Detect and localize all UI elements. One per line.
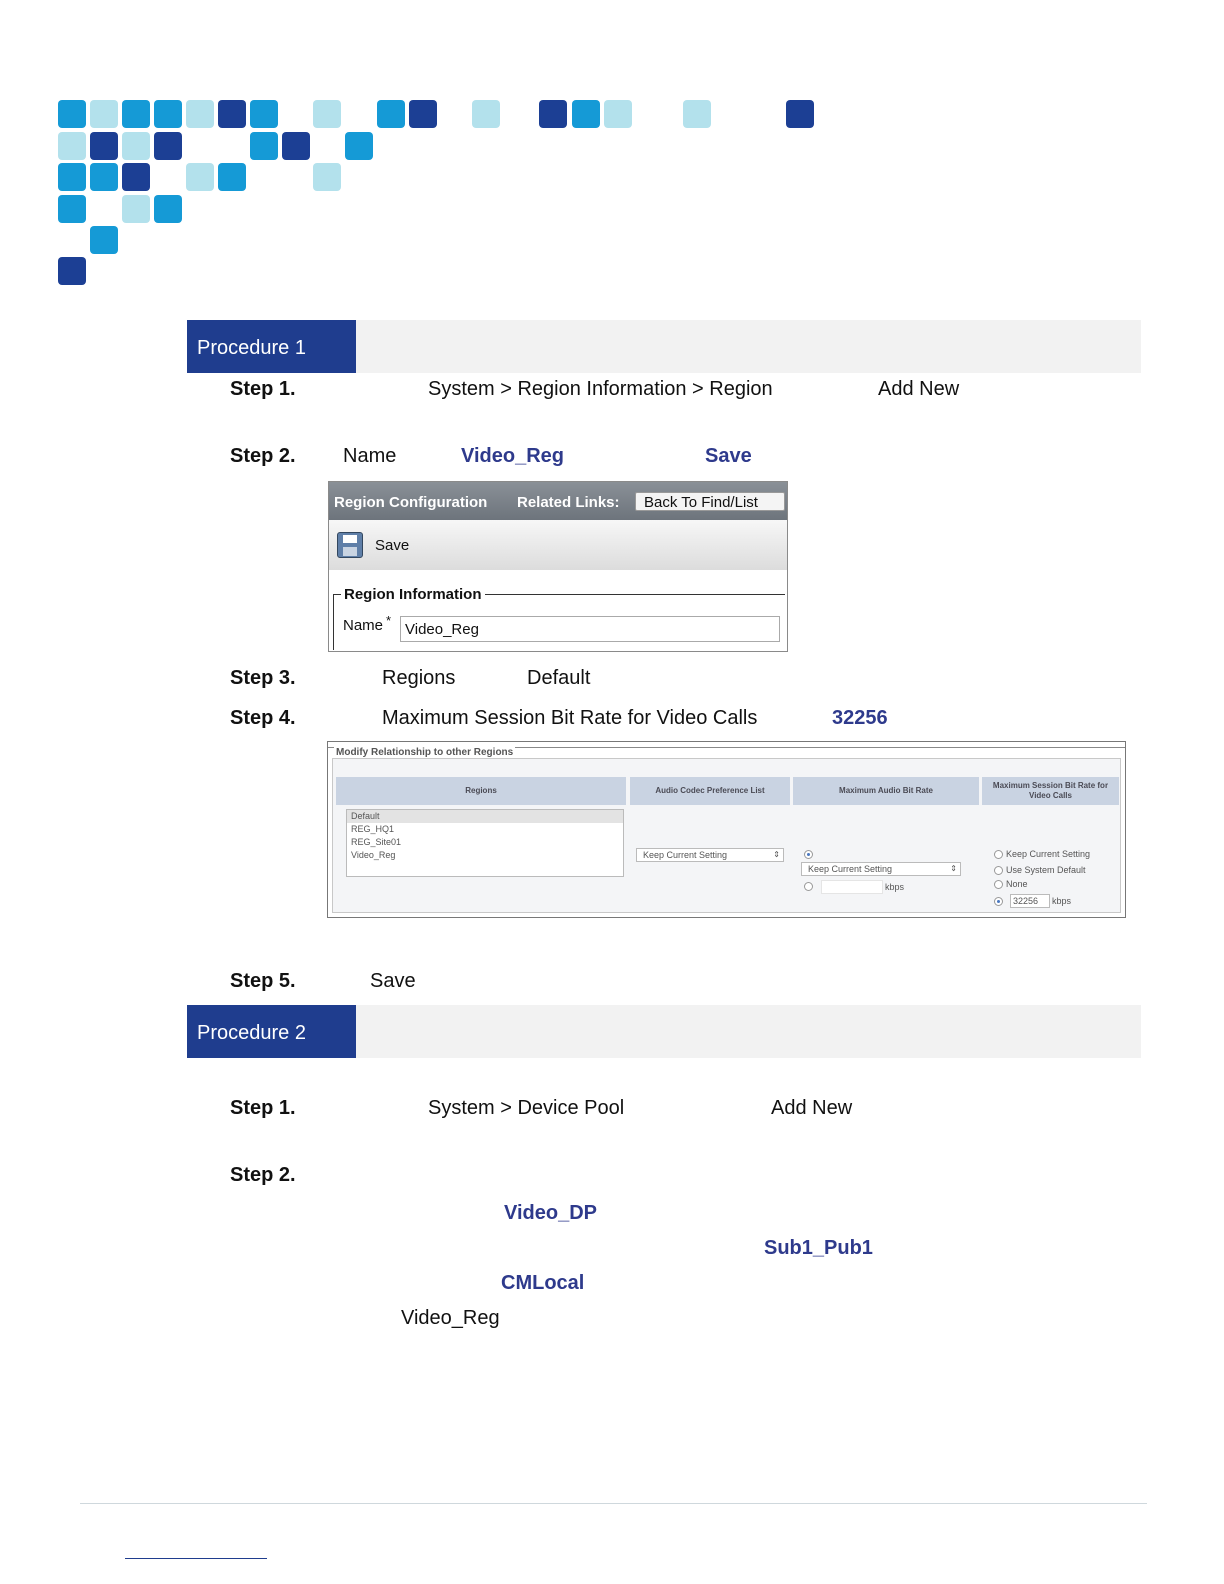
- mosaic-square: [154, 132, 182, 160]
- step-label: Step 2.: [230, 1164, 296, 1186]
- regions-text: Regions: [382, 667, 456, 689]
- mosaic-square: [377, 100, 405, 128]
- mosaic-square: [90, 132, 118, 160]
- step-label: Step 1.: [230, 1097, 296, 1119]
- mosaic-square: [313, 163, 341, 191]
- video-bitrate-column-header: Maximum Session Bit Rate for Video Calls: [982, 777, 1119, 805]
- select-arrows-icon: ⇕: [773, 850, 780, 859]
- mosaic-square: [154, 100, 182, 128]
- mosaic-square: [218, 163, 246, 191]
- back-to-find-list-button[interactable]: Back To Find/List: [635, 492, 785, 511]
- audio-bitrate-setting-radio[interactable]: [804, 850, 813, 859]
- mosaic-square: [58, 257, 86, 285]
- region-option[interactable]: REG_HQ1: [351, 824, 395, 834]
- mosaic-square: [345, 132, 373, 160]
- step-label: Step 3.: [230, 667, 296, 689]
- mosaic-square: [186, 100, 214, 128]
- region-option[interactable]: REG_Site01: [351, 837, 402, 847]
- audio-bitrate-custom-radio[interactable]: [804, 882, 813, 891]
- video-none-radio[interactable]: [994, 880, 1003, 889]
- mosaic-square: [90, 226, 118, 254]
- region-config-title: Region Configuration: [334, 494, 488, 511]
- mosaic-square: [539, 100, 567, 128]
- mosaic-square: [282, 132, 310, 160]
- procedure-2-header: [187, 1005, 1141, 1058]
- modify-relationship-screenshot: [327, 741, 1126, 918]
- video-bitrate-input[interactable]: 32256: [1010, 894, 1050, 908]
- field-name-text: Name: [343, 445, 397, 467]
- footer-divider: [80, 1503, 1147, 1504]
- region-option[interactable]: Default: [347, 810, 623, 823]
- audio-bitrate-select[interactable]: [801, 862, 961, 876]
- mosaic-square: [154, 195, 182, 223]
- region-config-header: [329, 482, 787, 520]
- video-keep-current-label: Keep Current Setting: [1006, 849, 1091, 859]
- video-none-label: None: [1006, 879, 1028, 889]
- select-arrows-icon: ⇕: [950, 864, 957, 873]
- region-configuration-screenshot: [328, 481, 788, 652]
- mosaic-square: [58, 100, 86, 128]
- mosaic-square: [122, 100, 150, 128]
- video-custom-radio[interactable]: [994, 897, 1003, 906]
- region-config-toolbar: [329, 520, 787, 570]
- default-text: Default: [527, 667, 591, 689]
- add-new-text: Add New: [878, 378, 960, 400]
- audio-codec-value: Keep Current Setting: [643, 850, 728, 860]
- menu-path: System > Region Information > Region: [428, 378, 773, 400]
- procedure-1-label: Procedure 1: [187, 320, 356, 373]
- mosaic-square: [90, 100, 118, 128]
- modify-relationship-legend: Modify Relationship to other Regions: [336, 747, 514, 758]
- mosaic-square: [122, 132, 150, 160]
- procedure-1-header: [187, 320, 1141, 373]
- region-name-value: Video_Reg: [461, 445, 564, 467]
- mosaic-square: [90, 163, 118, 191]
- save-button[interactable]: Save: [375, 537, 410, 554]
- regions-column-header: Regions: [336, 777, 626, 805]
- video-system-default-radio[interactable]: [994, 866, 1003, 875]
- region-information-legend: Region Information: [341, 586, 485, 603]
- mosaic-square: [604, 100, 632, 128]
- mosaic-square: [58, 132, 86, 160]
- video-kbps-label: kbps: [1052, 896, 1072, 906]
- mosaic-square: [409, 100, 437, 128]
- related-links-label: Related Links:: [517, 494, 620, 511]
- procedure-2-label: Procedure 2: [187, 1005, 356, 1058]
- audio-bitrate-value: Keep Current Setting: [808, 864, 893, 874]
- save-text: Save: [705, 445, 752, 467]
- step-label: Step 4.: [230, 707, 296, 729]
- mosaic-square: [122, 195, 150, 223]
- mosaic-square: [472, 100, 500, 128]
- mosaic-square: [58, 163, 86, 191]
- video-keep-current-radio[interactable]: [994, 850, 1003, 859]
- modify-relationship-fieldset: [328, 747, 1125, 758]
- max-session-bitrate-text: Maximum Session Bit Rate for Video Calls: [382, 707, 758, 729]
- kbps-label: kbps: [885, 882, 905, 892]
- save-disk-icon[interactable]: [337, 532, 363, 558]
- step-label: Step 5.: [230, 970, 296, 992]
- cm-group-value: Sub1_Pub1: [764, 1237, 873, 1259]
- mosaic-square: [58, 195, 86, 223]
- audio-codec-select[interactable]: [636, 848, 784, 862]
- datetime-group-value: CMLocal: [501, 1272, 585, 1294]
- name-label: Name: [343, 617, 384, 634]
- mosaic-square: [186, 163, 214, 191]
- footer-accent-line: [125, 1558, 267, 1559]
- mosaic-square: [218, 100, 246, 128]
- mosaic-square: [786, 100, 814, 128]
- regions-listbox[interactable]: [346, 809, 624, 877]
- step-label: Step 2.: [230, 445, 296, 467]
- name-input[interactable]: Video_Reg: [400, 616, 780, 642]
- region-value: Video_Reg: [401, 1307, 500, 1329]
- menu-path: System > Device Pool: [428, 1097, 625, 1119]
- bitrate-value: 32256: [832, 707, 888, 729]
- save-text: Save: [370, 970, 416, 992]
- required-asterisk: *: [386, 613, 392, 628]
- relationship-table: [332, 758, 1121, 913]
- audio-bitrate-column-header: Maximum Audio Bit Rate: [793, 777, 979, 805]
- video-system-default-label: Use System Default: [1006, 865, 1086, 875]
- region-option[interactable]: Video_Reg: [351, 850, 396, 860]
- mosaic-square: [683, 100, 711, 128]
- audio-codec-column-header: Audio Codec Preference List: [630, 777, 790, 805]
- add-new-text: Add New: [771, 1097, 853, 1119]
- mosaic-square: [313, 100, 341, 128]
- mosaic-square: [250, 132, 278, 160]
- mosaic-square: [572, 100, 600, 128]
- mosaic-square: [122, 163, 150, 191]
- device-pool-name-value: Video_DP: [504, 1202, 597, 1224]
- mosaic-square: [250, 100, 278, 128]
- step-label: Step 1.: [230, 378, 296, 400]
- audio-bitrate-input[interactable]: [821, 880, 883, 894]
